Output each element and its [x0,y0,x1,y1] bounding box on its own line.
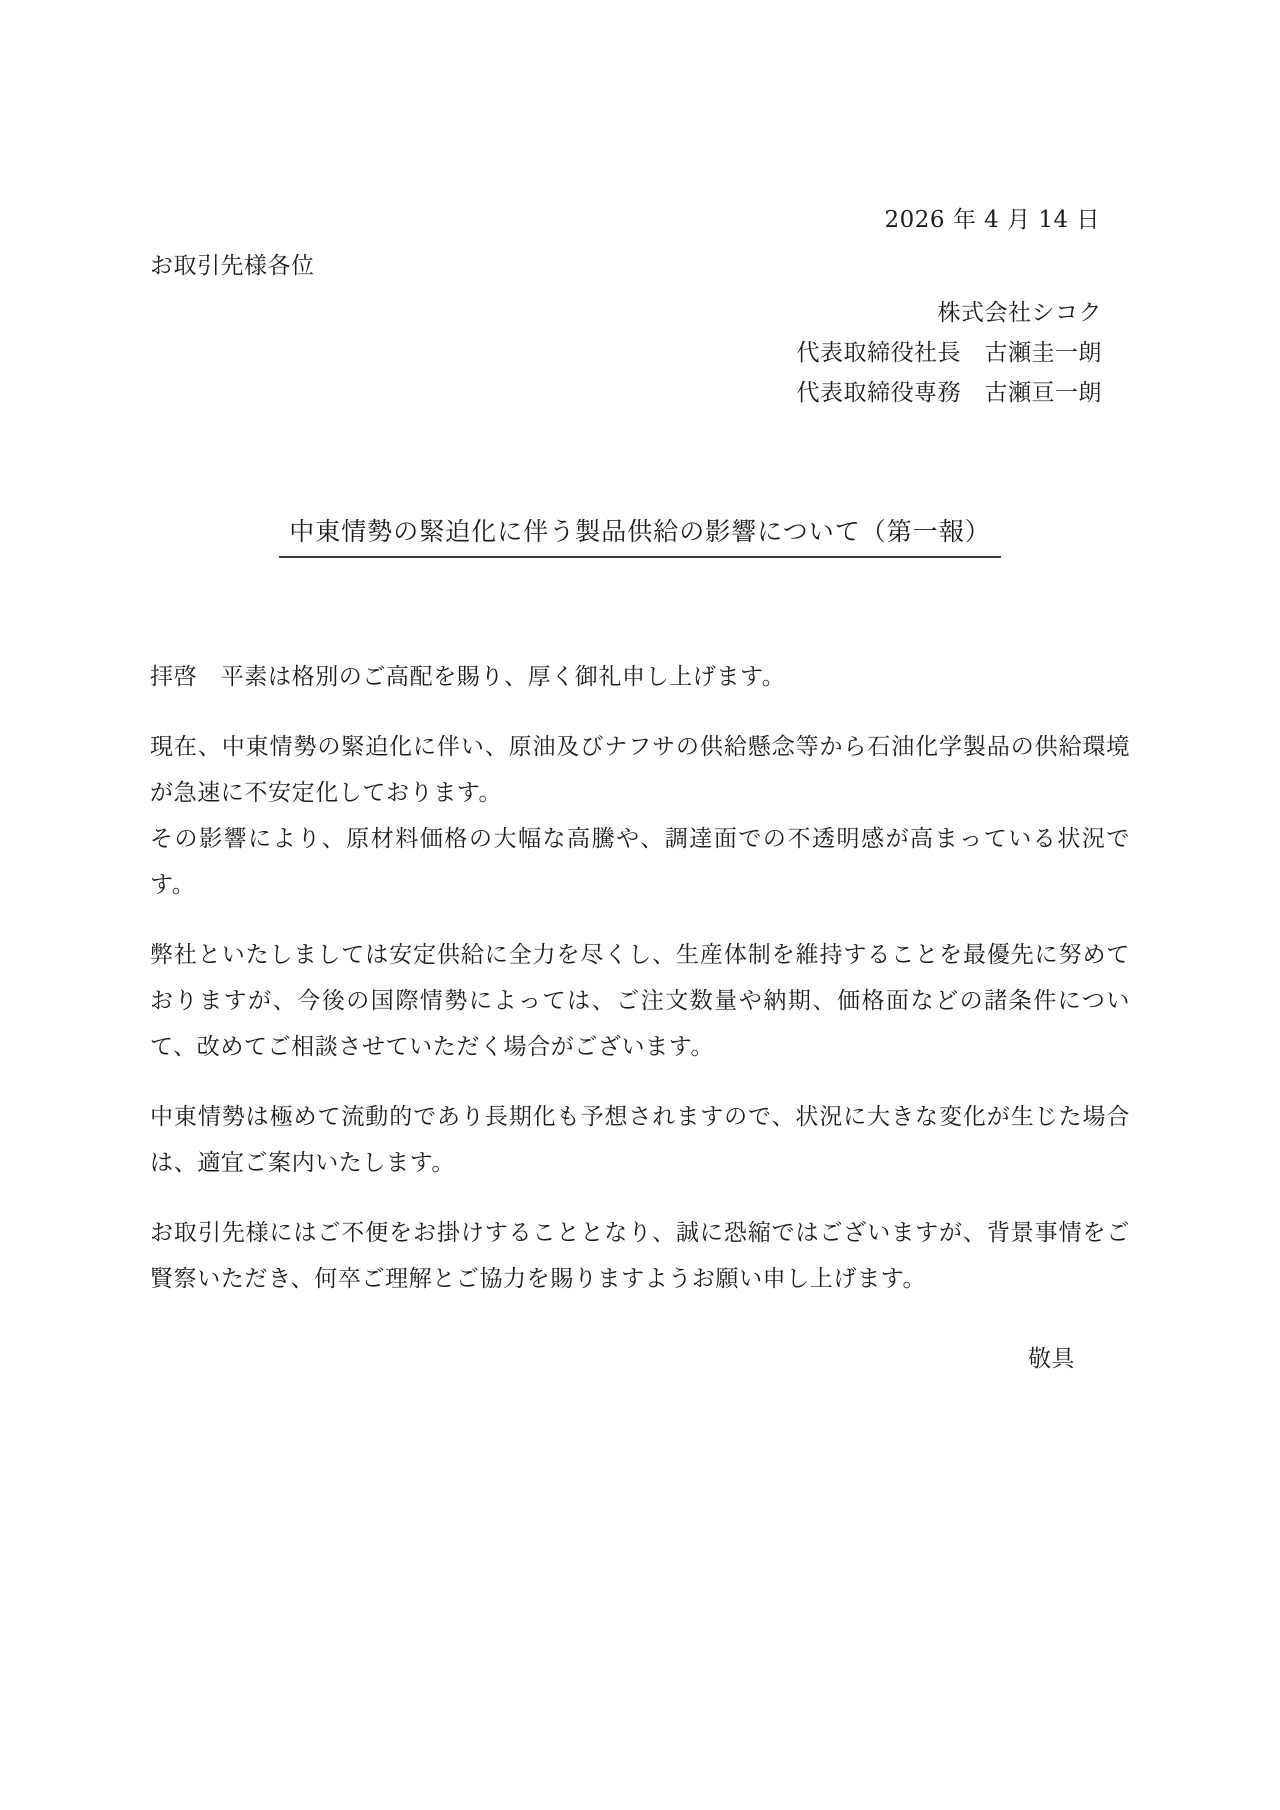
paragraph-outlook: 中東情勢は極めて流動的であり長期化も予想されますので、状況に大きな変化が生じた場合は、適宜ご案内いたします。 [150,1104,1130,1176]
paragraph-supply-situation [150,724,1130,908]
date: 2026 年 4 月 14 日 [884,207,1100,233]
letter-body [150,654,1130,1382]
paragraph-line: 現在、中東情勢の緊迫化に伴い、原油及びナフサの供給懸念等から石油化学製品の供給環境が急速に不安定化しております。 [150,734,1130,806]
paragraph-line: その影響により、原材料価格の大幅な高騰や、調達面での不透明感が高まっている状況です。 [150,826,1130,898]
greeting-paragraph: 拝啓 平素は格別のご高配を賜り、厚く御礼申し上げます。 [150,664,786,690]
sender-managing-director: 代表取締役専務 古瀬亘一朗 [796,380,1102,406]
closing-keigu: 敬具 [1028,1346,1075,1372]
document-title [150,515,1130,558]
paragraph-company-response: 弊社といたしましては安定供給に全力を尽くし、生産体制を維持することを最優先に努めておりますが、今後の国際情勢によっては、ご注文数量や納期、価格面などの諸条件について、改めてご相談させていただく場合がございます。 [150,942,1130,1060]
sender-president: 代表取締役社長 古瀬圭一朗 [796,340,1102,366]
sender-company: 株式会社シコク [937,300,1102,326]
paragraph-apology-request: お取引先様にはご不便をお掛けすることとなり、誠に恐縮ではございますが、背景事情をご賢察いただき、何卒ご理解とご協力を賜りますようお願い申し上げます。 [150,1220,1130,1292]
document-title-text: 中東情勢の緊迫化に伴う製品供給の影響について（第一報） [279,515,1001,558]
recipient: お取引先様各位 [150,253,315,279]
sender-block [150,293,1130,413]
